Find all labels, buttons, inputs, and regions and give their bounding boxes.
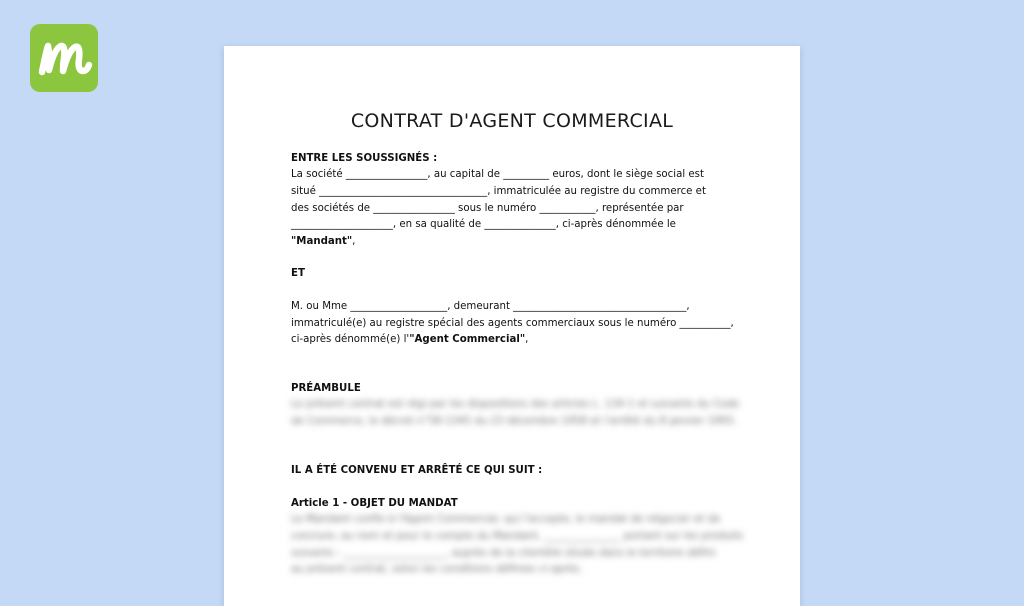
party2-line (291, 333, 528, 347)
party1-line: des sociétés de ________________ sous le numéro ___________, représentée par (291, 203, 684, 214)
agent-label: "Agent Commercial" (409, 334, 526, 345)
preamble-heading: PRÉAMBULE (291, 383, 361, 394)
article1-heading: Article 1 - OBJET DU MANDAT (291, 498, 458, 509)
party1-line-end: , (352, 236, 356, 247)
party1-line: ____________________, en sa qualité de ______________, ci-après dénommée le (291, 219, 676, 230)
party1-line: La société ________________, au capital de _________ euros, dont le siège social est (291, 169, 704, 180)
m-letter-logo-icon (30, 24, 98, 92)
article1-line: au présent contrat, selon les conditions définies ci-après. (291, 564, 583, 575)
preamble-line: de Commerce, le décret n°58-1345 du 23 décembre 1958 et l'arrêté du 8 janvier 1993. (291, 416, 737, 427)
logo (30, 24, 98, 92)
parties-heading: ENTRE LES SOUSSIGNÉS : (291, 153, 438, 164)
et-heading: ET (291, 268, 305, 279)
party2-line-start: ci-après dénommé(e) l' (291, 334, 410, 345)
party2-line: M. ou Mme ___________________, demeurant __________________________________, (291, 301, 690, 312)
party1-line (291, 235, 355, 249)
party2-line: immatriculé(e) au registre spécial des agents commerciaux sous le numéro __________, (291, 318, 734, 329)
party1-line: situé _________________________________, immatriculée au registre du commerce et (291, 186, 706, 197)
article1-line: Le Mandant confie à l'Agent Commercial, qui l'accepte, le mandat de négocier et de (291, 514, 721, 525)
article1-line: suivants : ____________________, auprès de la clientèle située dans le territoire défini (291, 548, 716, 559)
article1-line: conclure, au nom et pour le compte du Mandant, _______________ portant sur les produits (291, 531, 744, 542)
preamble-line: Le présent contrat est régi par les dispositions des articles L. 134-1 et suivants du Code (291, 399, 740, 410)
document-title: CONTRAT D'AGENT COMMERCIAL (350, 110, 674, 132)
mandant-label: "Mandant" (291, 236, 353, 247)
party2-line-end: , (525, 334, 529, 345)
agreed-heading: IL A ÉTÉ CONVENU ET ARRÊTÉ CE QUI SUIT : (291, 465, 543, 476)
